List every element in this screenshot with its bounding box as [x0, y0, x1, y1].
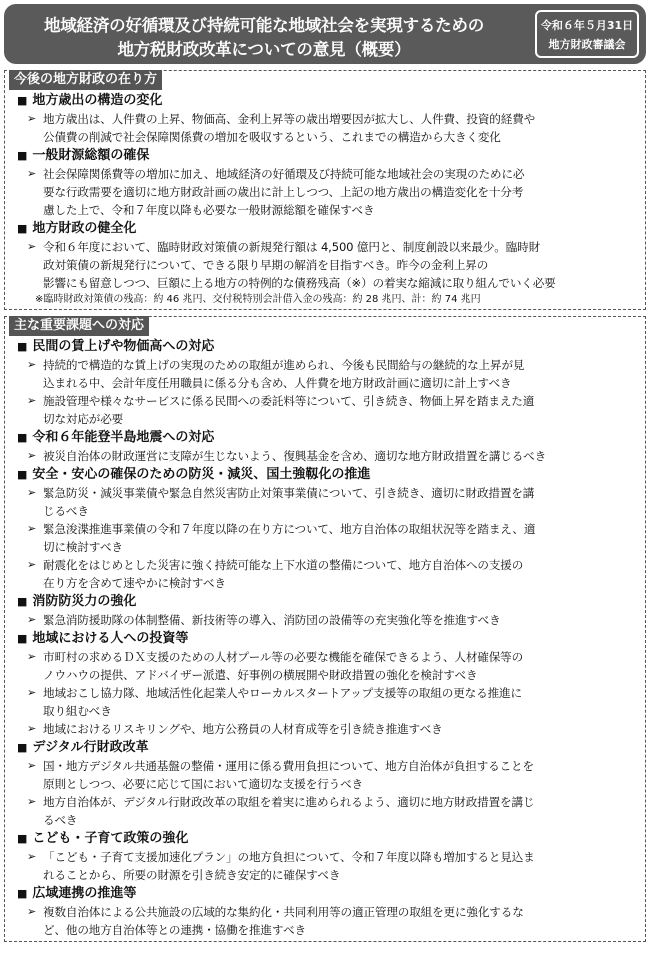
topic-title: 地域における人への投資等: [32, 631, 189, 646]
bullet-item: [17, 238, 641, 292]
bullet-text-line: 耐震化をはじめとした災害に強く持続可能な上下水道の整備について、地方自治体への支援の: [43, 558, 524, 572]
square-bullet-icon: ■: [17, 222, 28, 235]
bullet-text-line: 持続的で構造的な賃上げの実現のための取組が進められ、今後も民間給与の継続的な上昇が見: [43, 358, 525, 372]
topic-title: 地方財政の健全化: [32, 221, 137, 236]
square-bullet-icon: ■: [17, 595, 28, 608]
bullet-text-line: 込まれる中、会計年度任用職員に係る分も含め、人件費を地方財政計画に適切に計上すべき: [43, 376, 512, 390]
square-bullet-icon: ■: [17, 149, 28, 162]
arrow-bullet-icon: ➢: [27, 795, 37, 808]
bullet-text-line: じるべき: [43, 504, 89, 518]
arrow-bullet-icon: ➢: [27, 486, 37, 499]
square-bullet-icon: ■: [17, 632, 28, 645]
document-body: [4, 70, 646, 942]
bullet-text-line: 要な行政需要を適切に地方財政計画の歳出に計上しつつ、上記の地方歳出の構造変化を十分考: [43, 185, 524, 199]
topic-heading: [17, 220, 641, 238]
square-bullet-icon: ■: [17, 832, 28, 845]
bullet-text-line: 社会保障関係費等の増加に加え、地域経済の好循環及び持続可能な地域社会の実現のために必: [43, 167, 525, 181]
arrow-bullet-icon: ➢: [27, 650, 37, 663]
topic-title: 民間の賃上げや物価高への対応: [32, 339, 215, 354]
topic-title: 安全・安心の確保のための防災・減災、国土強靱化の推進: [32, 467, 371, 482]
bullet-item: [17, 484, 641, 520]
bullet-text-line: 令和６年度において、臨時財政対策債の新規発行額は 4,500 億円と、制度創設以来最少。臨時財: [43, 240, 541, 254]
square-bullet-icon: ■: [17, 741, 28, 754]
bullet-text-line: 在り方を含めて速やかに検討すべき: [43, 576, 226, 590]
bullet-text-line: 原則としつつ、必要に応じて国において適切な支援を行うべき: [43, 777, 363, 791]
arrow-bullet-icon: ➢: [27, 686, 37, 699]
bullet-item: [17, 556, 641, 592]
arrow-bullet-icon: ➢: [27, 358, 37, 371]
bullet-item: [17, 392, 641, 428]
bullet-text-line: 地方自治体が、デジタル行財政改革の取組を着実に進められるよう、適切に地方財政措置を講じ: [43, 795, 535, 809]
document-title-line-2: 地方税財政改革についての意見（概要）: [117, 40, 411, 59]
bullet-text-line: 政対策債の新規発行について、できる限り早期の解消を目指すべき。昨今の金利上昇の: [43, 258, 489, 272]
bullet-text-line: 公債費の削減で社会保障関係費の増加を吸収するという、これまでの構造から大きく変化: [43, 130, 501, 144]
topic-heading: [17, 429, 641, 447]
bullet-text-line: 地方歳出は、人件費の上昇、物価高、金利上昇等の歳出増要因が拡大し、人件費、投資的経費や: [43, 112, 536, 126]
topic-title: デジタル行財政改革: [32, 740, 149, 755]
bullet-text-line: 施設管理や様々なサービスに係る民間への委託料等について、引き続き、物価上昇を踏まえた適: [43, 394, 535, 408]
bullet-text-line: 緊急防災・減災事業債や緊急自然災害防止対策事業債について、引き続き、適切に財政措置を講: [43, 486, 535, 500]
topic-heading: [17, 630, 641, 648]
topic-heading: [17, 92, 641, 110]
arrow-bullet-icon: ➢: [27, 722, 37, 735]
topic-title: 消防防災力の強化: [32, 594, 137, 609]
square-bullet-icon: ■: [17, 340, 28, 353]
arrow-bullet-icon: ➢: [27, 558, 37, 571]
bullet-text-line: 地域におけるリスキリングや、地方公務員の人材育成等を引き続き推進すべき: [43, 722, 443, 736]
bullet-item: [17, 165, 641, 219]
bullet-item: [17, 684, 641, 720]
bullet-text-line: 慮した上で、令和７年度以降も必要な一般財源総額を確保すべき: [43, 203, 375, 217]
bullet-item: [17, 611, 641, 629]
topic-title: 令和６年能登半島地震への対応: [32, 430, 215, 445]
document-title-line-1: 地域経済の好循環及び持続可能な地域社会を実現するための: [43, 16, 485, 35]
footnote: ※臨時財政対策債の残高：約 46 兆円、交付税特別会計借入金の残高：約 28 兆円、計：約 74 兆円: [35, 294, 481, 305]
topic-title: こども・子育て政策の強化: [32, 831, 189, 846]
topic-heading: [17, 593, 641, 611]
bullet-item: [17, 848, 641, 884]
arrow-bullet-icon: ➢: [27, 449, 37, 462]
bullet-text-line: 取り組むべき: [43, 704, 112, 718]
bullet-text-line: 切に検討すべき: [43, 540, 123, 554]
bullet-item: [17, 648, 641, 684]
topic-heading: [17, 466, 641, 484]
arrow-bullet-icon: ➢: [27, 167, 37, 180]
bullet-item: [17, 520, 641, 556]
topic-title: 一般財源総額の確保: [32, 148, 150, 163]
bullet-item: [17, 720, 641, 738]
topic-title: 地方歳出の構造の変化: [32, 93, 163, 108]
bullet-text-line: 地域おこし協力隊、地域活性化起業人やローカルスタートアップ支援等の取組の更なる推進に: [43, 686, 522, 700]
section-label: 主な重要課題への対応: [9, 316, 149, 336]
arrow-bullet-icon: ➢: [27, 613, 37, 626]
date-author-box: [535, 10, 639, 58]
arrow-bullet-icon: ➢: [27, 759, 37, 772]
square-bullet-icon: ■: [17, 431, 28, 444]
bullet-text-line: 緊急浚渫推進事業債の令和７年度以降の在り方について、地方自治体の取組状況等を踏まえ、適: [43, 522, 536, 536]
bullet-item: [17, 793, 641, 829]
document-header: [4, 4, 646, 64]
bullet-text-line: れることから、所要の財源を引き続き安定的に確保すべき: [43, 868, 341, 882]
arrow-bullet-icon: ➢: [27, 522, 37, 535]
arrow-bullet-icon: ➢: [27, 850, 37, 863]
bullet-text-line: 「こども・子育て支援加速化プラン」の地方負担について、令和７年度以降も増加すると見込ま: [43, 850, 535, 864]
document-date: 令和６年５月31日: [540, 19, 634, 32]
bullet-text-line: 市町村の求めるＤＸ支援のための人材プール等の必要な機能を確保できるよう、人材確保等の: [43, 650, 524, 664]
bullet-text-line: 複数自治体による公共施設の広域的な集約化・共同利用等の適正管理の取組を更に強化するな: [43, 905, 524, 919]
topic-heading: [17, 830, 641, 848]
document-author: 地方財政審議会: [548, 38, 626, 51]
square-bullet-icon: ■: [17, 468, 28, 481]
section-label: 今後の地方財政の在り方: [9, 70, 162, 90]
bullet-text-line: 影響にも留意しつつ、巨額に上る地方の特例的な債務残高（※）の着実な縮減に取り組んでいく必要: [43, 276, 556, 290]
bullet-text-line: ど、他の地方自治体等との連携・協働を推進すべき: [43, 923, 306, 937]
bullet-text-line: るべき: [43, 813, 78, 827]
bullet-text-line: 緊急消防援助隊の体制整備、新技術等の導入、消防団の設備等の充実強化等を推進すべき: [43, 613, 501, 627]
arrow-bullet-icon: ➢: [27, 905, 37, 918]
bullet-text-line: 切な対応が必要: [43, 412, 124, 426]
topic-heading: [17, 885, 641, 903]
square-bullet-icon: ■: [17, 887, 28, 900]
bullet-item: [17, 356, 641, 392]
bullet-item: [17, 903, 641, 939]
bullet-item: [17, 757, 641, 793]
arrow-bullet-icon: ➢: [27, 240, 37, 253]
topic-title: 広域連携の推進等: [32, 886, 137, 901]
topic-heading: [17, 147, 641, 165]
arrow-bullet-icon: ➢: [27, 394, 37, 407]
bullet-text-line: ノウハウの提供、アドバイザー派遣、好事例の横展開や財政措置の強化を検討すべき: [43, 668, 478, 682]
section-body: [17, 71, 641, 307]
topic-heading: [17, 338, 641, 356]
section: [4, 70, 646, 310]
section-body: [17, 317, 641, 939]
square-bullet-icon: ■: [17, 94, 28, 107]
bullet-text-line: 国・地方デジタル共通基盤の整備・運用に係る費用負担について、地方自治体が負担することを: [43, 759, 534, 773]
bullet-item: [17, 110, 641, 146]
section: [4, 316, 646, 942]
bullet-text-line: 被災自治体の財政運営に支障が生じないよう、復興基金を含め、適切な地方財政措置を講じるべき: [43, 449, 547, 463]
arrow-bullet-icon: ➢: [27, 112, 37, 125]
bullet-item: [17, 447, 641, 465]
topic-heading: [17, 739, 641, 757]
